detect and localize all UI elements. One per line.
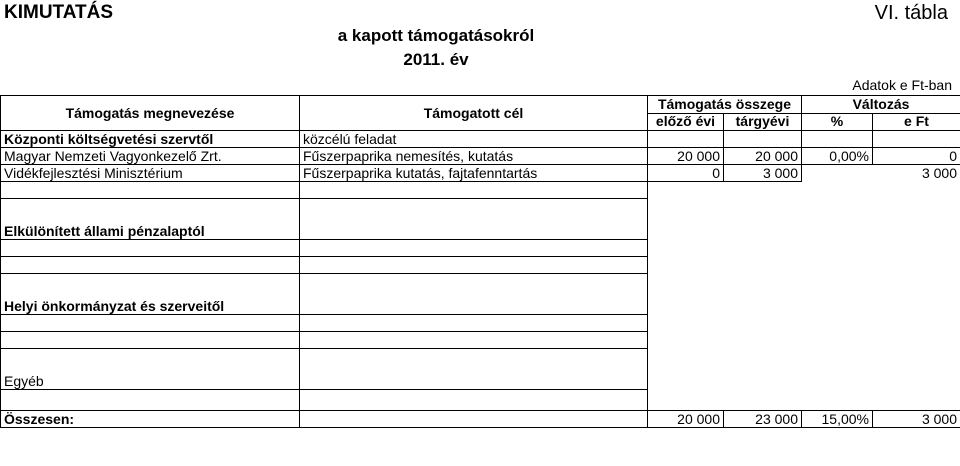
row-eft: 3 000 <box>873 165 960 182</box>
col-change-group-header: Változás <box>802 96 960 114</box>
empty-row <box>1 332 960 349</box>
report-subtitle: a kapott támogatásokról <box>337 26 535 45</box>
section-label: Egyéb <box>1 349 300 390</box>
row-eft: 0 <box>873 148 960 165</box>
section-label: Helyi önkormányzat és szerveitől <box>1 274 300 315</box>
section-local <box>1 274 960 315</box>
total-prev: 20 000 <box>648 411 724 428</box>
col-name-header: Támogatás megnevezése <box>1 96 300 131</box>
row-goal: Fűszerpaprika nemesítés, kutatás <box>300 148 648 165</box>
empty-row <box>1 315 960 332</box>
total-curr: 23 000 <box>724 411 802 428</box>
header-row-1 <box>1 96 960 114</box>
section-goal: közcélú feladat <box>300 131 648 148</box>
total-pct: 15,00% <box>802 411 873 428</box>
col-eft-header: e Ft <box>873 113 960 131</box>
row-name: Vidékfejlesztési Minisztérium <box>1 165 300 182</box>
total-label: Összesen: <box>1 411 300 428</box>
row-pct: 0,00% <box>802 148 873 165</box>
empty-row <box>1 257 960 274</box>
row-prev: 0 <box>648 165 724 182</box>
row-prev: 20 000 <box>648 148 724 165</box>
col-prev-header: előző évi <box>648 113 724 131</box>
total-eft: 3 000 <box>873 411 960 428</box>
row-curr: 20 000 <box>724 148 802 165</box>
report-year: 2011. év <box>403 50 469 69</box>
section-label: Központi költségvetési szervtől <box>1 131 300 148</box>
total-row <box>1 411 960 428</box>
section-central <box>1 131 960 148</box>
empty-row <box>1 390 960 411</box>
report-title: KIMUTATÁS <box>4 2 114 23</box>
col-pct-header: % <box>802 113 873 131</box>
empty-row <box>1 182 960 199</box>
empty-row <box>1 240 960 257</box>
col-curr-header: tárgyévi <box>724 113 802 131</box>
section-label: Elkülönített állami pénzalaptól <box>1 199 300 240</box>
table-number: VI. tábla <box>874 2 948 24</box>
col-goal-header: Támogatott cél <box>300 96 648 131</box>
section-funds <box>1 199 960 240</box>
row-pct <box>802 165 873 182</box>
row-name: Magyar Nemzeti Vagyonkezelő Zrt. <box>1 148 300 165</box>
table-row <box>1 148 960 165</box>
table-row <box>1 165 960 182</box>
section-other <box>1 349 960 390</box>
col-amount-group-header: Támogatás összege <box>648 96 802 114</box>
row-goal: Fűszerpaprika kutatás, fajtafenntartás <box>300 165 648 182</box>
row-curr: 3 000 <box>724 165 802 182</box>
unit-note: Adatok e Ft-ban <box>852 77 952 93</box>
support-table <box>0 95 960 428</box>
